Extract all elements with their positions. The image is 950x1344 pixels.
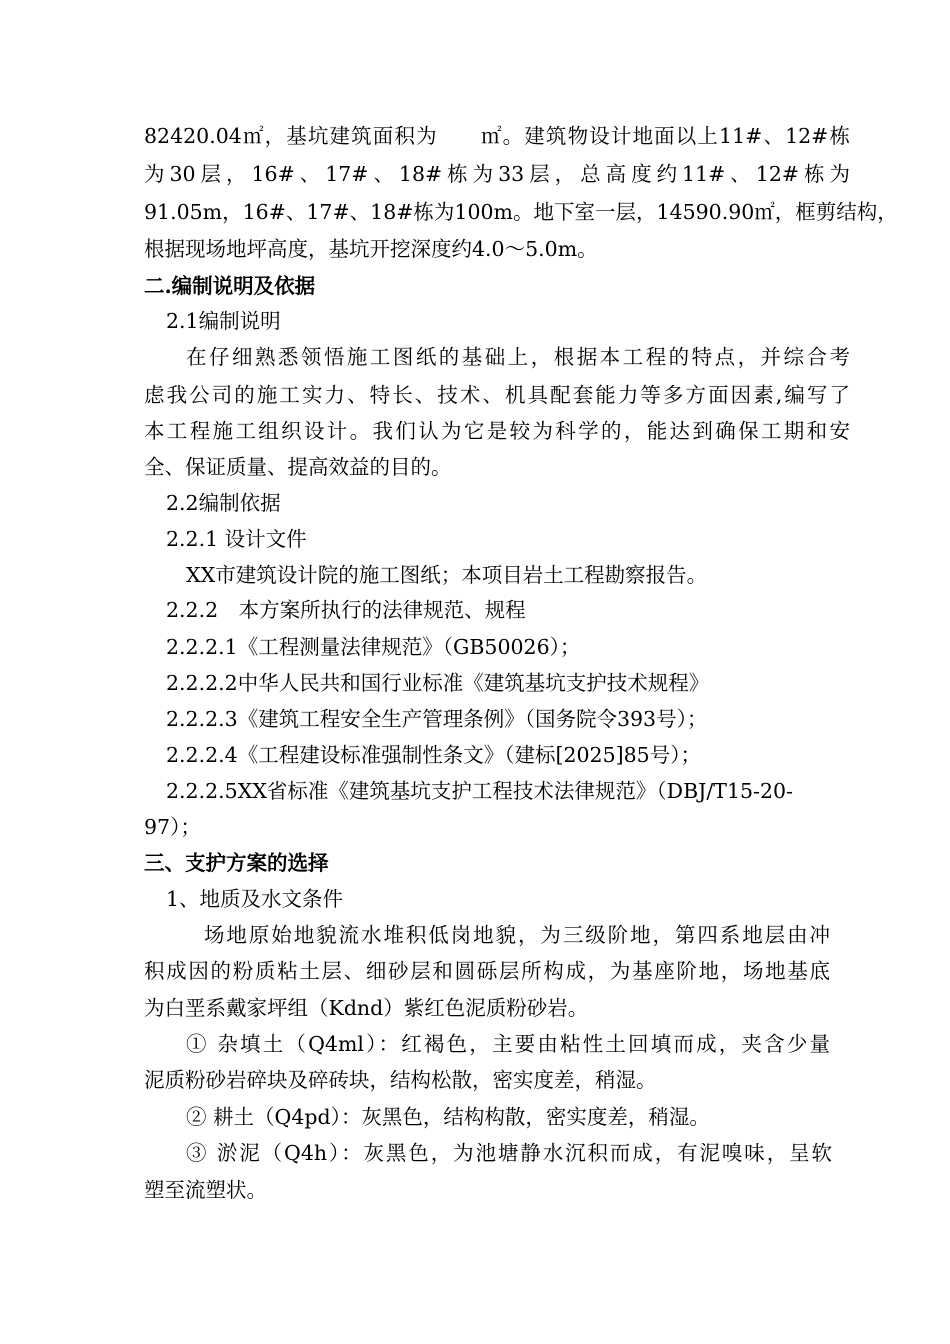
soil-layer-3-line-1: ③ 淤泥（Q4h）：灰黑色，为池塘静水沉积而成，有泥嗅味，呈软 (186, 1141, 832, 1165)
project-paragraph-line-2: 为30层，16#、17#、18#栋为33层，总高度约11#、12#栋为 (144, 162, 850, 186)
project-paragraph-line-3: 91.05m，16#、17#、18#栋为100m。地下室一层，14590.90㎡，框剪结构， (144, 200, 898, 224)
soil-layer-1-line-1: ① 杂填土（Q4ml）：红褐色，主要由粘性土回填而成，夹含少量 (186, 1032, 830, 1056)
soil-layer-2: ② 耕土（Q4pd）：灰黑色，结构构散，密实度差，稍湿。 (186, 1105, 710, 1129)
geology-paragraph-line-1: 场地原始地貌流水堆积低岗地貌，为三级阶地，第四系地层由冲 (204, 923, 830, 947)
soil-layer-3-line-2: 塑至流塑状。 (144, 1178, 267, 1202)
section-3-1-heading: 1、地质及水文条件 (166, 887, 344, 911)
soil-layer-1-line-2: 泥质粉砂岩碎块及碎砖块，结构松散，密实度差，稍湿。 (144, 1068, 657, 1092)
section-2-1-line-1: 在仔细熟悉领悟施工图纸的基础上，根据本工程的特点，并综合考 (186, 345, 850, 369)
section-2-1-heading: 2.1编制说明 (166, 309, 281, 333)
section-2-2-1-text: XX市建筑设计院的施工图纸；本项目岩土工程勘察报告。 (186, 563, 708, 587)
section-2-1-line-2: 虑我公司的施工实力、特长、技术、机具配套能力等多方面因素,编写了 (144, 383, 850, 407)
project-paragraph-line-1: 82420.04㎡，基坑建筑面积为 ㎡。建筑物设计地面以上11#、12#栋 (144, 124, 850, 148)
section-2-heading: 二.编制说明及依据 (144, 274, 316, 298)
project-paragraph-line-4: 根据现场地坪高度，基坑开挖深度约4.0～5.0m。 (144, 237, 598, 261)
regulation-item-1: 2.2.2.1《工程测量法律规范》（GB50026）； (166, 635, 581, 659)
section-2-1-line-3: 本工程施工组织设计。我们认为它是较为科学的，能达到确保工期和安 (144, 419, 850, 443)
section-2-2-heading: 2.2编制依据 (166, 491, 281, 515)
section-2-1-line-4: 全、保证质量、提高效益的目的。 (144, 455, 452, 479)
regulation-item-3: 2.2.2.3《建筑工程安全生产管理条例》（国务院令393号）； (166, 707, 708, 731)
geology-paragraph-line-2: 积成因的粉质粘土层、细砂层和圆砾层所构成，为基座阶地，场地基底 (144, 959, 830, 983)
section-2-2-1-heading: 2.2.1 设计文件 (166, 527, 307, 551)
section-2-2-2-heading: 2.2.2 本方案所执行的法律规范、规程 (166, 598, 526, 622)
section-3-heading: 三、支护方案的选择 (144, 851, 329, 875)
geology-paragraph-line-3: 为白垩系戴家坪组（Kdnd）紫红色泥质粉砂岩。 (144, 996, 589, 1020)
regulation-item-5-line-2: 97）； (144, 815, 201, 839)
regulation-item-5-line-1: 2.2.2.5XX省标准《建筑基坑支护工程技术法律规范》（DBJ/T15-20- (166, 779, 793, 803)
regulation-item-2: 2.2.2.2中华人民共和国行业标准《建筑基坑支护技术规程》 (166, 671, 710, 695)
regulation-item-4: 2.2.2.4《工程建设标准强制性条文》（建标[2025]85号）； (166, 743, 701, 767)
